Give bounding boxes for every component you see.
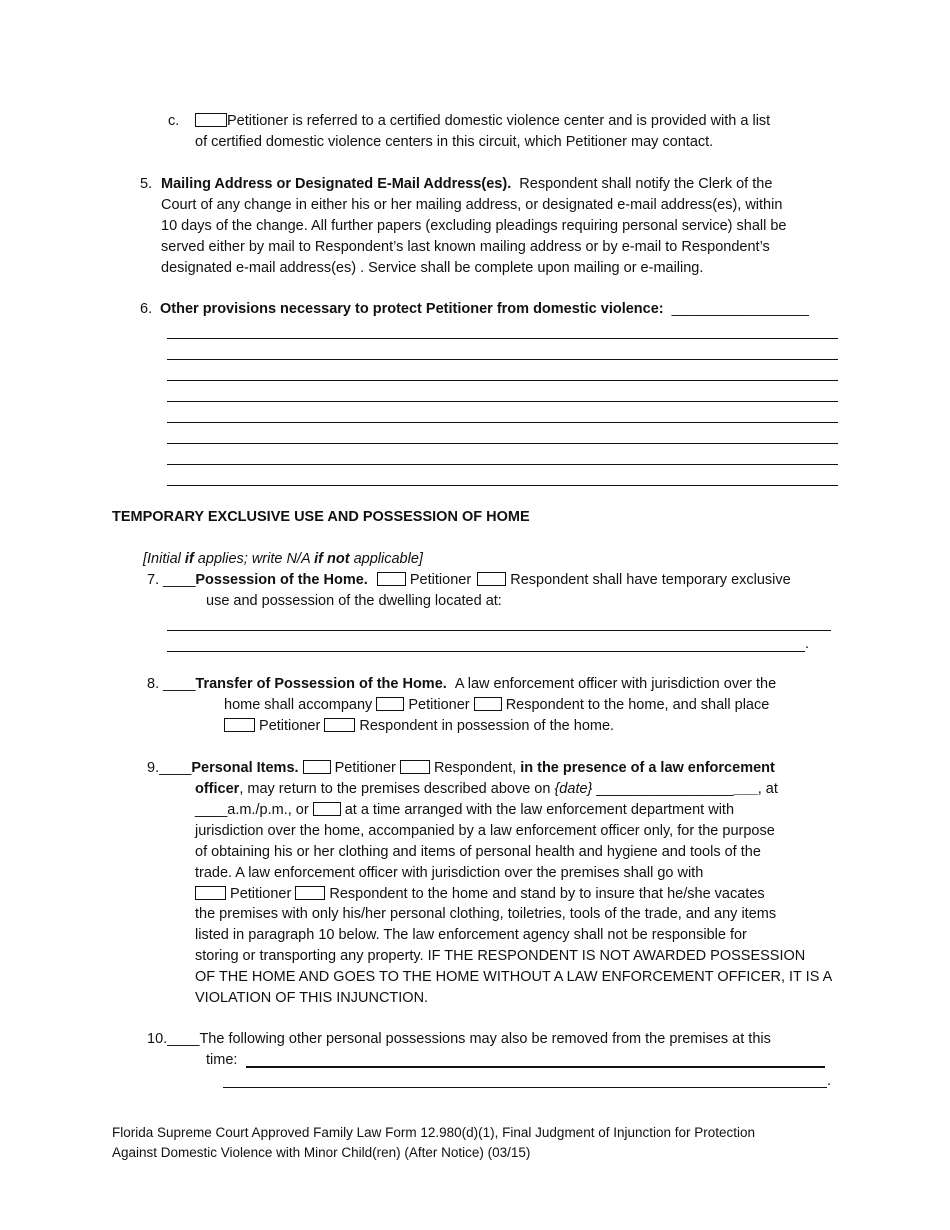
item10-initial-blank[interactable]: ____ bbox=[167, 1031, 200, 1047]
writing-line[interactable] bbox=[167, 485, 838, 486]
footer-line1: Florida Supreme Court Approved Family Law Form 12.980(d)(1), Final Judgment of Injunction for Protection bbox=[112, 1125, 756, 1140]
footer-line2: Against Domestic Violence with Minor Child(ren) (After Notice) (03/15) bbox=[112, 1145, 531, 1160]
item9-line11: OF THE HOME AND GOES TO THE HOME WITHOUT A LAW ENFORCEMENT OFFICER, IT IS A bbox=[195, 969, 833, 985]
item8-number: 8. bbox=[147, 676, 160, 692]
instr-ifnot: if not bbox=[314, 551, 350, 567]
instr-open: [Initial bbox=[143, 551, 185, 567]
possessions-line-2[interactable] bbox=[223, 1087, 827, 1088]
writing-line[interactable] bbox=[167, 464, 838, 465]
item8-initial-blank[interactable]: ____ bbox=[163, 676, 196, 692]
item7-line2: use and possession of the dwelling located at: bbox=[206, 593, 502, 609]
item9-line6: trade. A law enforcement officer with jurisdiction over the premises shall go with bbox=[195, 865, 704, 881]
item9-line8: the premises with only his/her personal clothing, toiletries, tools of the trade, and any items bbox=[195, 906, 777, 922]
item8-l2a: home shall accompany bbox=[224, 697, 373, 713]
section-instruction bbox=[143, 549, 423, 570]
item5-line1 bbox=[161, 174, 772, 195]
item7-petitioner-checkbox[interactable] bbox=[377, 572, 406, 586]
item9-line10: storing or transporting any property. IF THE RESPONDENT IS NOT AWARDED POSSESSION bbox=[195, 948, 806, 964]
item9-bold1: in the presence of a law enforcement bbox=[520, 760, 775, 776]
item8-line1 bbox=[147, 674, 776, 695]
item9-title: Personal Items. bbox=[191, 760, 299, 776]
writing-line[interactable] bbox=[167, 422, 838, 423]
item9-date-label: {date} bbox=[554, 781, 593, 797]
item9-petitioner-checkbox[interactable] bbox=[303, 760, 331, 774]
item8-accompany-respondent-checkbox[interactable] bbox=[474, 697, 502, 711]
writing-line[interactable] bbox=[167, 338, 838, 339]
item10-period: . bbox=[827, 1073, 832, 1089]
item8-accompany-petitioner-checkbox[interactable] bbox=[376, 697, 404, 711]
item9-bold2: officer bbox=[195, 781, 240, 797]
item9-l3b: at a time arranged with the law enforcement department with bbox=[344, 802, 735, 818]
section-heading: TEMPORARY EXCLUSIVE USE AND POSSESSION OF HOME bbox=[112, 509, 530, 525]
item10-number: 10. bbox=[147, 1031, 168, 1047]
item9-initial-blank[interactable]: ____ bbox=[159, 760, 192, 776]
writing-line[interactable] bbox=[167, 359, 838, 360]
item5-line3: 10 days of the change. All further papers (excluding pleadings requiring personal service) shall be bbox=[161, 218, 787, 234]
item5-title: Mailing Address or Designated E-Mail Address(es). bbox=[161, 176, 512, 192]
item5-line4: served either by mail to Respondent’s last known mailing address or by e-mail to Respondent’s bbox=[161, 239, 770, 255]
item6-title: Other provisions necessary to protect Petitioner from domestic violence: bbox=[160, 301, 664, 317]
item9-date-blank[interactable]: _________________ bbox=[596, 781, 734, 797]
item7-respondent-text: Respondent shall have temporary exclusive bbox=[510, 572, 791, 588]
item7-period: . bbox=[805, 636, 810, 652]
item10-line2: time: bbox=[206, 1052, 238, 1068]
item8-line2 bbox=[224, 695, 769, 716]
item5-line5: designated e-mail address(es) . Service shall be complete upon mailing or e-mailing. bbox=[161, 260, 704, 276]
possessions-line-1[interactable] bbox=[246, 1066, 825, 1068]
item9-line1 bbox=[147, 758, 775, 779]
item8-l3b: Respondent in possession of the home. bbox=[359, 718, 615, 734]
item8-place-petitioner-checkbox[interactable] bbox=[224, 718, 255, 732]
item9-petitioner-label-2: Petitioner bbox=[230, 886, 292, 902]
item8-petitioner-label-2: Petitioner bbox=[259, 718, 321, 734]
item-c-line1 bbox=[195, 111, 770, 132]
item9-line2 bbox=[195, 779, 778, 800]
item9-l7b: Respondent to the home and stand by to insure that he/she vacates bbox=[329, 886, 765, 902]
item9-date-blank-2[interactable]: ___ bbox=[733, 781, 758, 797]
item10-l1: The following other personal possessions may also be removed from the premises at this bbox=[199, 1031, 771, 1047]
item9-go-respondent-checkbox[interactable] bbox=[295, 886, 325, 900]
item9-at: , at bbox=[757, 781, 778, 797]
writing-line[interactable] bbox=[167, 443, 838, 444]
address-line-1[interactable] bbox=[167, 630, 831, 631]
item9-line7 bbox=[195, 884, 765, 905]
item7-respondent-checkbox[interactable] bbox=[477, 572, 506, 586]
instr-close: applicable] bbox=[349, 551, 423, 567]
item5-number: 5. bbox=[140, 176, 153, 192]
item9-arranged-time-checkbox[interactable] bbox=[313, 802, 341, 816]
item9-l2: , may return to the premises described above on bbox=[239, 781, 555, 797]
item7-initial-blank[interactable]: ____ bbox=[163, 572, 196, 588]
item6-blank[interactable]: _________________ bbox=[671, 301, 809, 317]
item8-l1: A law enforcement officer with jurisdiction over the bbox=[454, 676, 777, 692]
item6-line1 bbox=[160, 299, 809, 320]
writing-line[interactable] bbox=[167, 380, 838, 381]
item9-respondent-checkbox[interactable] bbox=[400, 760, 430, 774]
item9-line5: of obtaining his or her clothing and items of personal health and hygiene and tools of the bbox=[195, 844, 761, 860]
item9-line4: jurisdiction over the home, accompanied by a law enforcement officer only, for the purpose bbox=[195, 823, 775, 839]
item7-title: Possession of the Home. bbox=[195, 572, 368, 588]
item8-place-respondent-checkbox[interactable] bbox=[324, 718, 355, 732]
item5-l1: Respondent shall notify the Clerk of the bbox=[519, 176, 773, 192]
item-c-letter: c. bbox=[168, 113, 180, 129]
item9-time-blank[interactable]: ____ bbox=[195, 802, 228, 818]
item-c-line2: of certified domestic violence centers in this circuit, which Petitioner may contact. bbox=[195, 134, 714, 150]
item8-title: Transfer of Possession of the Home. bbox=[195, 676, 447, 692]
item9-ampm: a.m./p.m., or bbox=[227, 802, 309, 818]
writing-line[interactable] bbox=[167, 401, 838, 402]
item9-number: 9. bbox=[147, 760, 160, 776]
item7-line1 bbox=[147, 570, 791, 591]
item8-petitioner-label: Petitioner bbox=[408, 697, 470, 713]
item9-respondent-label: Respondent, bbox=[433, 760, 517, 776]
instr-mid: applies; write N/A bbox=[193, 551, 315, 567]
item7-number: 7. bbox=[147, 572, 160, 588]
item9-line3 bbox=[195, 800, 734, 821]
referral-checkbox[interactable] bbox=[195, 113, 227, 127]
item9-line9: listed in paragraph 10 below. The law enforcement agency shall not be responsible for bbox=[195, 927, 747, 943]
address-line-2[interactable] bbox=[167, 651, 805, 652]
item7-petitioner-label: Petitioner bbox=[409, 572, 472, 588]
item5-line2: Court of any change in either his or her mailing address, or designated e-mail address(es), within bbox=[161, 197, 783, 213]
item9-go-petitioner-checkbox[interactable] bbox=[195, 886, 226, 900]
item8-line3 bbox=[224, 716, 614, 737]
item9-line12: VIOLATION OF THIS INJUNCTION. bbox=[195, 990, 429, 1006]
instr-if: if bbox=[184, 551, 194, 567]
item9-petitioner-label: Petitioner bbox=[334, 760, 396, 776]
item-c-text1: Petitioner is referred to a certified domestic violence center and is provided with a list bbox=[227, 113, 771, 129]
item8-l2b: Respondent to the home, and shall place bbox=[505, 697, 770, 713]
item10-line1 bbox=[147, 1029, 771, 1050]
item6-number: 6. bbox=[140, 301, 153, 317]
